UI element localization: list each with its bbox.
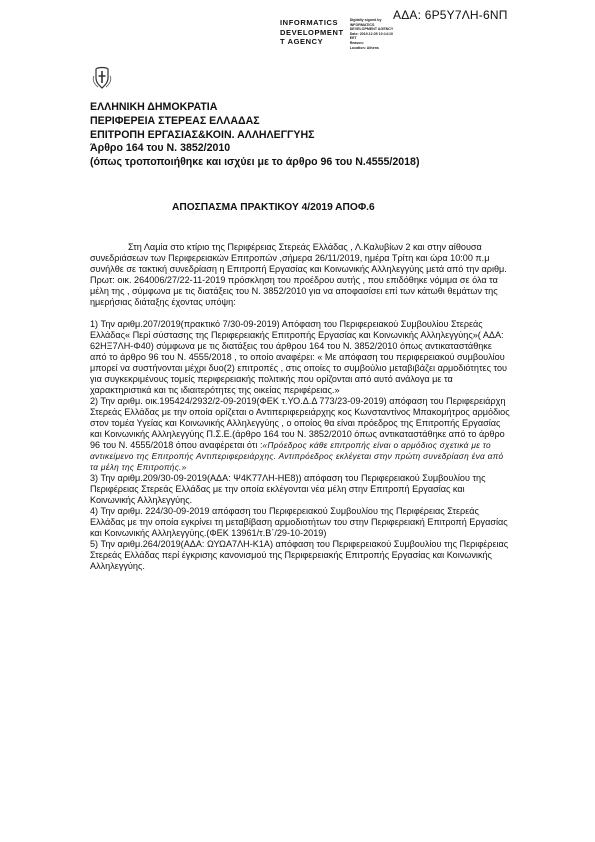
logo-line: T AGENCY	[280, 37, 324, 46]
digital-signature-text	[350, 18, 394, 50]
header-line: (όπως τροποποιήθηκε και ισχύει με το άρθρο 96 του Ν.4555/2018)	[90, 156, 420, 169]
signature-line: Digitally signed by	[349, 18, 382, 22]
signature-line: Location: Athens	[349, 45, 379, 50]
header-line: ΕΛΛΗΝΙΚΗ ΔΗΜΟΚΡΑΤΙΑ	[90, 101, 218, 113]
signature-line: DEVELOPMENT AGENCY	[349, 27, 394, 32]
logo-line: INFORMATICS	[280, 18, 339, 27]
document-body	[90, 242, 510, 572]
header-line: ΕΠΙΤΡΟΠΗ ΕΡΓΑΣΙΑΣ&ΚΟΙΝ. ΑΛΛΗΛΕΓΓΥΗΣ	[90, 128, 315, 141]
signature-line: Reason:	[349, 40, 364, 45]
logo-text	[280, 18, 344, 47]
document-title: ΑΠΟΣΠΑΣΜΑ ΠΡΑΚΤΙΚΟΥ 4/2019 ΑΠΟΦ.6	[172, 202, 375, 213]
header-line: ΠΕΡΙΦΕΡΕΙΑ ΣΤΕΡΕΑΣ ΕΛΛΑΔΑΣ	[90, 114, 260, 127]
quoted-article: «Πρόεδρος κάθε επιτροπής είναι ο αρμόδιος σχετικά με το αντικείμενο της Επιτροπής Αντιπεριφερειάρχης. Αντιπρόεδρος εκλέγεται στην πρώτη συνεδρίαση ένα από τα μέλη της Επιτροπής.»	[90, 440, 504, 472]
signature-line: INFORMATICS	[349, 22, 375, 27]
header-line: Άρθρο 164 του Ν. 3852/2010	[90, 142, 231, 155]
signature-line: EET	[349, 36, 357, 41]
agency-logo	[280, 18, 393, 50]
intro-paragraph: Στη Λαμία στο κτίριο της Περιφέρειας Στερεάς Ελλάδας , Λ.Καλυβίων 2 και στην αίθουσα συνεδριάσεων των Περιφερειακών Επιτροπών ,σήμερα 26/11/2019, ημέρα Τρίτη και ώρα 10:00 π.μ συνήλθε σε τακτική συνεδρίαση η Επιτροπή Εργασίας και Κοινωνικής Αλληλεγγύης μετά από την αριθμ. Πρωτ: οικ. 264006/27/22-11-2019 πρόσκληση του προέδρου αυτής , που επιδόθηκε νόμιμα σε όλα τα μέλη της , σύμφωνα με τις διατάξεις του Ν. 3852/2010 για να αποφασίσει επί των κάτωθι θεμάτων της ημερήσιας διάταξης έχοντας υπόψη:	[90, 242, 507, 307]
logo-line: DEVELOPMENT	[280, 27, 344, 37]
list-item: 4) Την αριθμ. 224/30-09-2019 απόφαση του Περιφερειακού Συμβουλίου της Περιφέρειας Στερεάς Ελλάδας με την οποία εγκρίνει τη μεταβίβαση αρμοδιοτήτων του στην Περιφερειακή Επιτροπή Εργασίας και Κοινωνικής Αλληλεγγύης.(ΦΕΚ 13961/τ.Β΄/29-10-2019)	[90, 506, 508, 538]
list-item-text: 2) Την αριθμ. οικ.195424/2932/2-09-2019(ΦΕΚ τ.ΥΟ.Δ.Δ 773/23-09-2019) απόφαση του Περιφερειάρχη Στερεάς Ελλάδας με την οποία ορίζεται ο Αντιπεριφερειάρχης κος Κωνσταντίνος Μπακομήτρος αρμόδιος στον τομέα Υγείας και Κοινωνικής Αλληλεγγύης , ο οποίος θα είναι πρόεδρος της Επιτροπής Εργασίας και Κοινωνικής Αλληλεγγύης Π.Σ.Ε.(άρθρο 164 του Ν. 3852/2010 όπως αντικαταστάθηκε από το άρθρο 96 του Ν. 4555/2018 όπου αναφέρεται ότι :	[90, 396, 510, 450]
greek-emblem-icon	[92, 66, 112, 90]
list-item: 1) Την αριθμ.207/2019(πρακτικό 7/30-09-2019) Απόφαση του Περιφερειακού Συμβουλίου Στερεάς Ελλάδας« Περί σύστασης της Περιφερειακής Επιτροπής Εργασίας και Κοινωνικής Αλληλεγγύης»( ΑΔΑ: 62ΗΞ7ΛΗ-Φ40) σύμφωνα με τις διατάξεις του άρθρου 164 του Ν. 3852/2010 όπως αντικαταστάθηκε από το άρθρο 96 του Ν. 4555/2018 , το οποίο αναφέρει: « Με απόφαση του περιφερειακού συμβουλίου μπορεί να συστήνονται μέχρι δυο(2) επιτροπές , στις οποίες το συμβούλιο μεταβιβάζει αρμοδιότητες του για συγκεκριμένους τομείς περιφερειακής πολιτικής που ορίζονται από αυτό ανάλογα με τα χαρακτηριστικά και τις ιδιαιτερότητες της οικείας περιφέρειας.»	[90, 319, 508, 395]
signature-line: Date: 2019.12.05 10:14:10	[349, 31, 394, 36]
document-header	[90, 101, 419, 170]
list-item: 3) Την αριθμ.209/30-09-2019(ΑΔΑ: Ψ4Κ77ΛΗ-ΗΕ8)) απόφαση του Περιφερειακού Συμβουλίου της Περιφέρειας Στερεάς Ελλάδας με την οποία εκλέγονται νέα μέλη στην Επιτροπή Εργασίας και Κοινωνικής Αλληλεγγύης.	[90, 473, 486, 505]
list-item: 5) Την αριθμ.264/2019(ΑΔΑ: ΩΥΩΑ7ΛΗ-Κ1Α) απόφαση του Περιφερειακού Συμβουλίου της Περιφέρειας Στερεάς Ελλάδας περί έγκρισης κανονισμού της Περιφερειακής Επιτροπής Εργασίας και Κοινωνικής Αλληλεγγύης.	[90, 539, 509, 571]
list-item	[90, 396, 510, 473]
ada-code: ΑΔΑ: 6Ρ5Υ7ΛΗ-6ΝΠ	[393, 8, 508, 22]
